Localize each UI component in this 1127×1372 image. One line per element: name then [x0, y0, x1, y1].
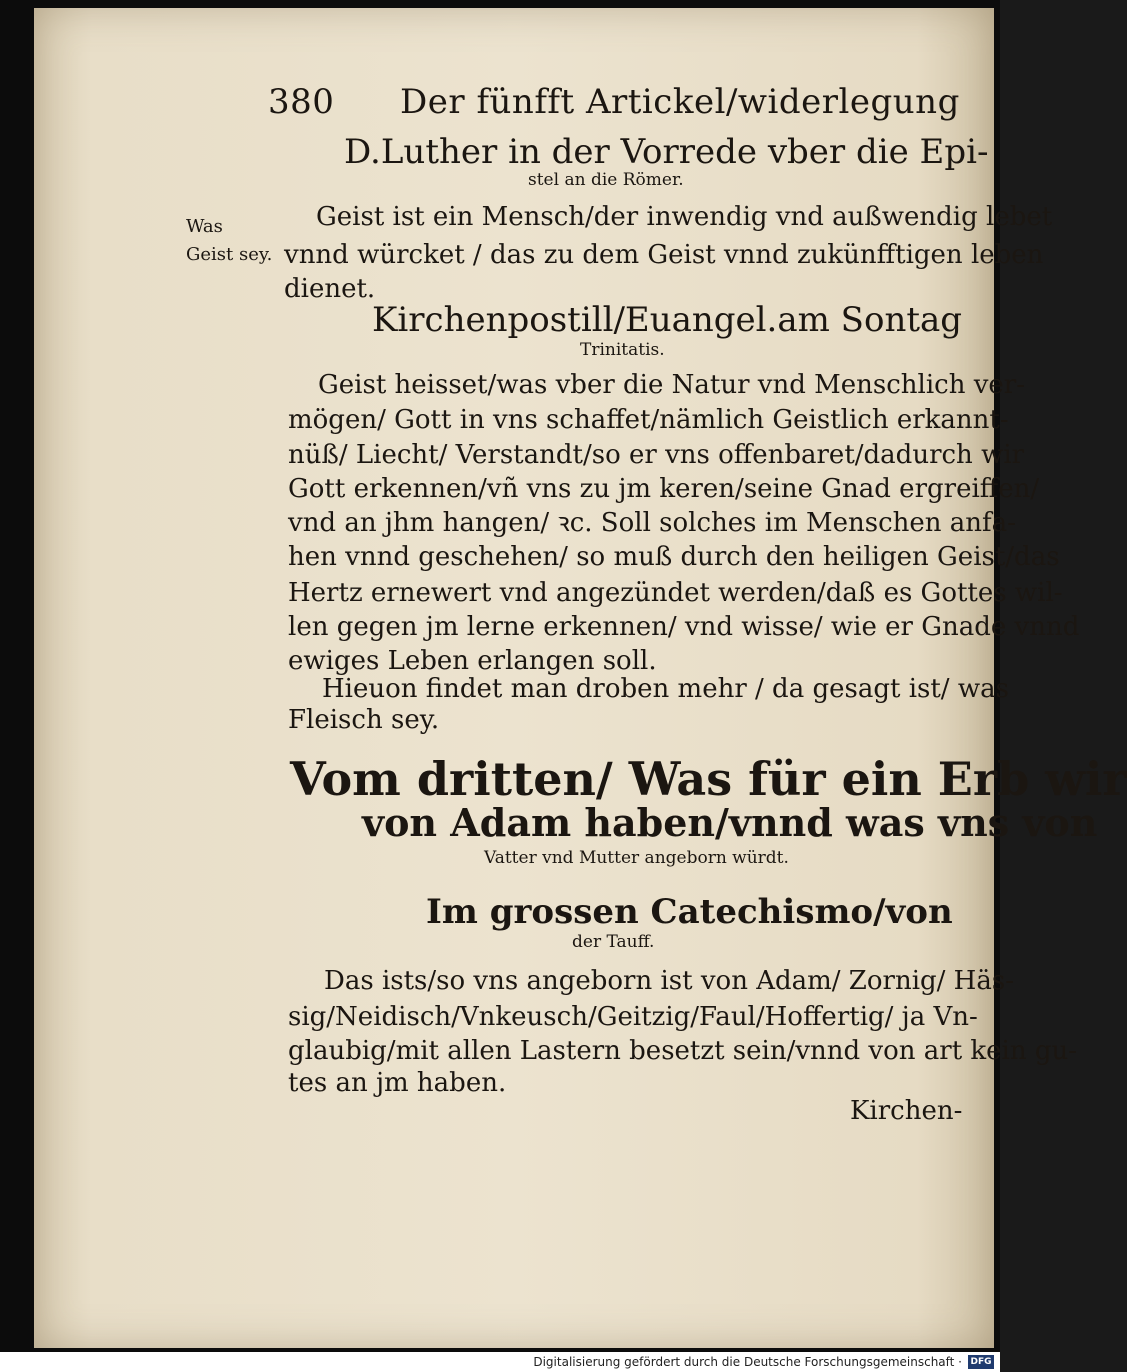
section-heading-luther: D.Luther in der Vorrede vber die Epi- — [344, 132, 989, 172]
body-line: hen vnnd geschehen/ so muß durch den heiligen Geist/das — [288, 542, 1060, 572]
dfg-logo: DFG — [968, 1355, 994, 1369]
body-line: dienet. — [284, 274, 376, 304]
body-line: Geist heisset/was vber die Natur vnd Menschlich ver- — [318, 370, 1026, 400]
page-number: 380 — [268, 82, 335, 122]
body-line: mögen/ Gott in vns schaffet/nämlich Geistlich erkannt- — [288, 405, 1009, 435]
body-line: vnd an jhm hangen/ ꝛc. Soll solches im Menschen anfa- — [288, 508, 1016, 538]
body-line: tes an jm haben. — [288, 1068, 507, 1098]
body-line: ewiges Leben erlangen soll. — [288, 646, 657, 676]
body-line: glaubig/mit allen Lastern besetzt sein/vnnd von art kein gu- — [288, 1036, 1078, 1066]
body-line: Hieuon findet man droben mehr / da gesagt ist/ was — [322, 674, 1009, 704]
chapter-subheading: Vatter vnd Mutter angeborn würdt. — [484, 848, 789, 868]
body-line: Hertz ernewert vnd angezündet werden/daß es Gottes wil- — [288, 578, 1063, 608]
section-heading-catechismo: Im grossen Catechismo/von — [426, 892, 953, 932]
body-line: Das ists/so vns angeborn ist von Adam/ Zornig/ Häs- — [324, 966, 1014, 996]
body-line: Geist ist ein Mensch/der inwendig vnd außwendig lebet — [316, 202, 1053, 232]
digitization-credit: Digitalisierung gefördert durch die Deutsche Forschungsgemeinschaft · — [533, 1355, 962, 1369]
section-subheading-tauff: der Tauff. — [572, 932, 655, 952]
body-line: len gegen jm lerne erkennen/ vnd wisse/ wie er Gnade vnnd — [288, 612, 1080, 642]
section-subheading-roemer: stel an die Römer. — [528, 170, 684, 190]
body-line: nüß/ Liecht/ Verstandt/so er vns offenbaret/dadurch wir — [288, 440, 1025, 470]
body-line: Fleisch sey. — [288, 705, 440, 735]
chapter-heading-line: Vom dritten/ Was für ein Erb wir — [290, 752, 1127, 806]
section-subheading-trinitatis: Trinitatis. — [580, 340, 665, 360]
body-line: vnnd würcket / das zu dem Geist vnnd zukünfftigen leben — [284, 240, 1044, 270]
section-heading-kirchenpostill: Kirchenpostill/Euangel.am Sontag — [372, 300, 963, 340]
catchword: Kirchen- — [850, 1096, 963, 1126]
running-title: Der fünfft Artickel/widerlegung — [400, 82, 960, 122]
margin-note-line: Was — [186, 216, 223, 237]
body-line: Gott erkennen/vñ vns zu jm keren/seine Gnad ergreiffen/ — [288, 474, 1040, 504]
body-line: sig/Neidisch/Vnkeusch/Geitzig/Faul/Hoffertig/ ja Vn- — [288, 1002, 978, 1032]
chapter-heading-line: von Adam haben/vnnd was vns von — [362, 800, 1098, 845]
margin-note-line: Geist sey. — [186, 244, 273, 265]
